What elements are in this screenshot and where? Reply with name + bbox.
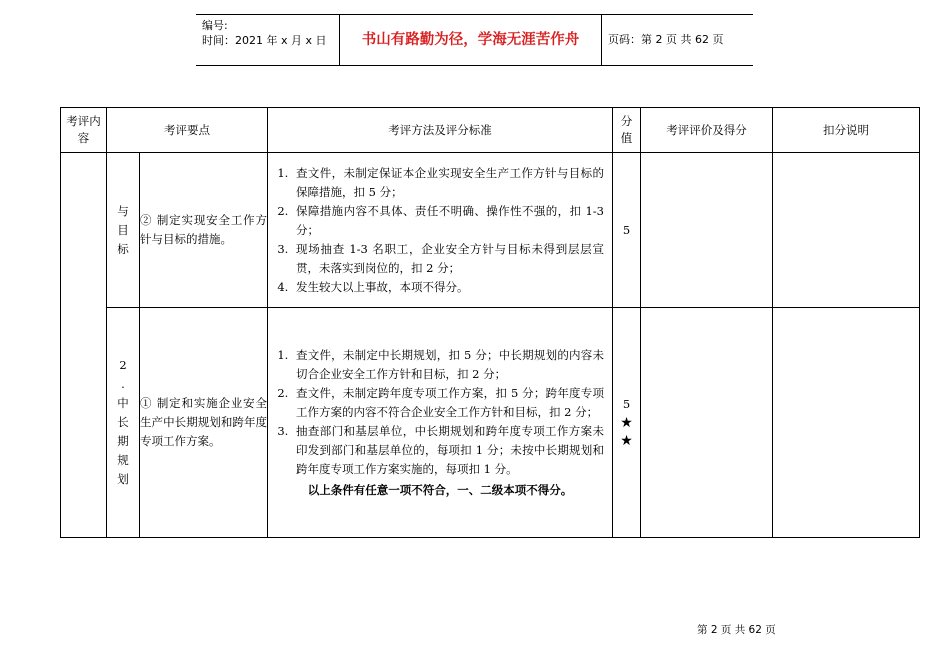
- content-cell: [61, 153, 107, 538]
- criteria-item: 2. 查文件，未制定跨年度专项工作方案，扣 5 分；跨年度专项工作方案的内容不符合企业安全工作方针和目标，扣 2 分；: [292, 384, 604, 422]
- item-char: 2: [119, 358, 127, 372]
- col-header-content: 考评内容: [61, 108, 107, 153]
- star-icon: ★: [620, 415, 633, 431]
- criteria-note: 以上条件有任意一项不符合，一、二级本项不得分。: [307, 482, 573, 497]
- item-cell: [107, 308, 140, 538]
- item-char: 标: [117, 241, 129, 256]
- criteria-item: 3. 抽查部门和基层单位，中长期规划和跨年度专项工作方案未印发到部门和基层单位的，每项扣 1 分；未按中长期规划和跨年度专项工作方案实施的，每项扣 1 分。: [292, 422, 604, 479]
- item-char: 目: [117, 222, 129, 237]
- item-char: 期: [117, 434, 129, 448]
- col-header-points: 考评要点: [107, 108, 268, 153]
- header-page-number: 页码：第 2 页 共 62 页: [608, 33, 724, 46]
- item-char: 中: [117, 396, 129, 410]
- table-row: [61, 153, 920, 308]
- header-motto: 书山有路勤为径，学海无涯苦作舟: [361, 32, 580, 48]
- page-footer: 第 2 页 共 62 页: [697, 624, 776, 636]
- criteria-item: 2. 保障措施内容不具体、责任不明确、操作性不强的，扣 1-3 分；: [292, 202, 604, 240]
- evaluation-cell: [641, 308, 773, 538]
- criteria-item: 4. 发生较大以上事故，本项不得分。: [292, 278, 604, 297]
- col-header-deduction: 扣分说明: [773, 108, 920, 153]
- item-char: 长: [117, 415, 129, 429]
- item-char: .: [121, 377, 125, 391]
- criteria-item: 1. 查文件，未制定保证本企业实现安全生产工作方针与目标的保障措施，扣 5 分；: [292, 164, 604, 202]
- criteria-cell: [268, 153, 613, 308]
- star-icon: ★: [620, 433, 633, 449]
- table-header-row: [61, 108, 920, 153]
- deduction-cell: [773, 153, 920, 308]
- col-header-score: 分值: [613, 108, 641, 153]
- score-value: 5: [622, 397, 631, 411]
- point-cell: ① 制定和实施企业安全生产中长期规划和跨年度专项工作方案。: [140, 308, 268, 538]
- header-divider: [601, 15, 602, 65]
- number-label: 编号:: [202, 19, 228, 32]
- header-meta: [202, 18, 327, 48]
- criteria-item: 3. 现场抽查 1-3 名职工，企业安全方针与目标未得到层层宣贯，未落实到岗位的，扣 2 分；: [292, 240, 604, 278]
- item-char: 规: [117, 453, 129, 467]
- deduction-cell: [773, 308, 920, 538]
- col-header-method: 考评方法及评分标准: [268, 108, 613, 153]
- item-cell: [107, 153, 140, 308]
- time-label: 时间：2021 年 x 月 x 日: [202, 34, 327, 47]
- score-value: 5: [622, 222, 631, 237]
- score-cell: [613, 308, 641, 538]
- col-header-evaluation: 考评评价及得分: [641, 108, 773, 153]
- page-header: [196, 14, 753, 66]
- criteria-item: 1. 查文件，未制定中长期规划，扣 5 分；中长期规划的内容未切合企业安全工作方针和目标，扣 2 分；: [292, 346, 604, 384]
- table-row: [61, 308, 920, 538]
- criteria-cell: [268, 308, 613, 538]
- point-cell: ② 制定实现安全工作方针与目标的措施。: [140, 153, 268, 308]
- item-char: 与: [117, 203, 129, 218]
- evaluation-cell: [641, 153, 773, 308]
- item-char: 划: [117, 472, 129, 486]
- evaluation-table: [60, 107, 920, 538]
- score-cell: [613, 153, 641, 308]
